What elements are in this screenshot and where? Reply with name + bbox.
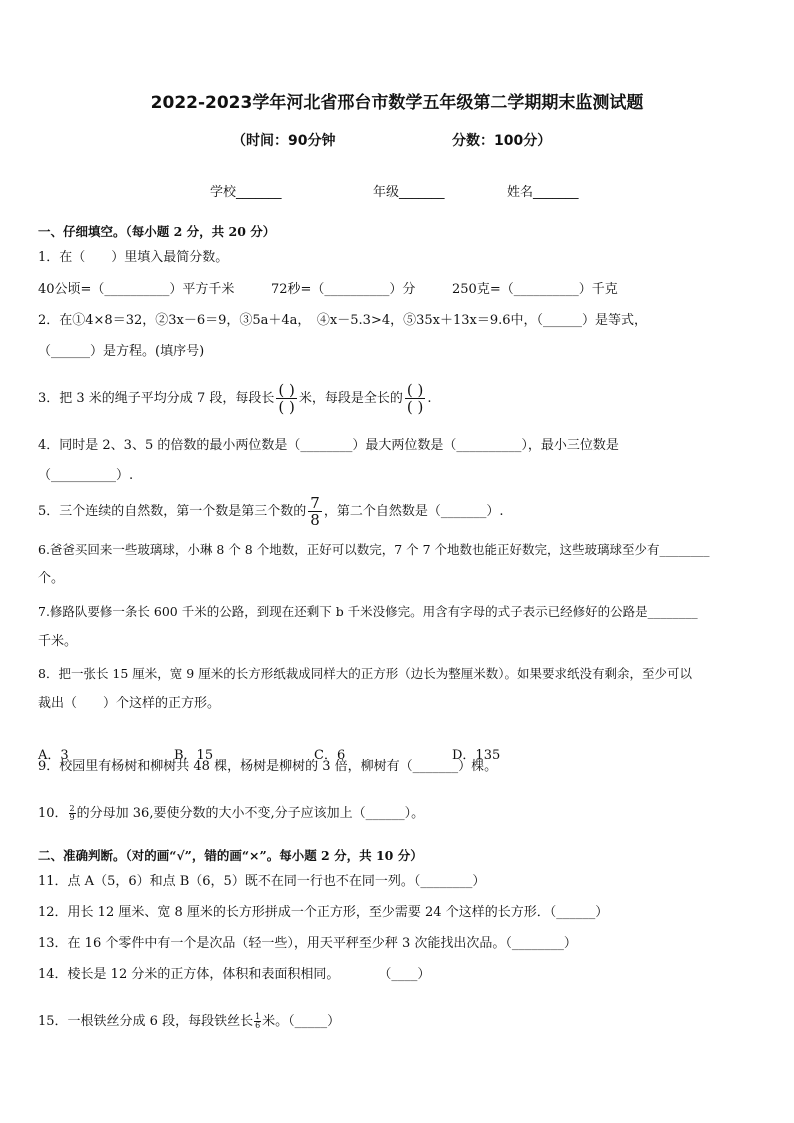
question-5-fraction xyxy=(308,495,322,528)
question-11: 11．点 A（5，6）和点 B（6，5）既不在同一行也不在同一列。（________） xyxy=(38,874,486,889)
school-field: 学校_______ xyxy=(210,185,282,200)
option-d: D．135 xyxy=(452,748,501,763)
question-3-fraction-a xyxy=(276,382,296,415)
question-5-text-b: ，第二个自然数是（_______）. xyxy=(323,504,504,519)
name-field: 姓名_______ xyxy=(507,185,579,200)
question-2-line-2: （______）是方程。(填序号) xyxy=(38,344,205,359)
question-3-text-b: 米，每段是全长的 xyxy=(298,391,403,406)
question-15-text-b: 米。（_____） xyxy=(262,1014,341,1029)
question-9: 9．校园里有杨树和柳树共 48 棵，杨树是柳树的 3 倍，柳树有（_______）棵。 xyxy=(38,759,498,774)
fraction-denominator: ( ) xyxy=(278,398,295,416)
option-a: A．3 xyxy=(38,748,69,763)
question-6-line-1: 6.爸爸买回来一些玻璃球，小琳 8 个 8 个地数，正好可以数完，7 个 7 个地数也能正好数完，这些玻璃球至少有________ xyxy=(38,542,710,557)
question-3-text-c: . xyxy=(427,391,432,406)
fraction-denominator: 6 xyxy=(255,1021,261,1030)
option-b: B．15 xyxy=(174,748,214,763)
fraction-numerator: 1 xyxy=(255,1012,261,1021)
question-14: 14．棱长是 12 分米的正方体，体积和表面积相同。 （____） xyxy=(38,967,431,982)
question-2-line-1: 2．在①4×8＝32，②3x－6＝9，③5a＋4a， ④x－5.3>4，⑤35x＋13x＝9.6中，（______）是等式， xyxy=(38,313,648,328)
fraction-denominator: 9 xyxy=(69,813,75,822)
fraction-numerator: ( ) xyxy=(406,381,424,399)
exam-time: （时间：90分钟 xyxy=(232,133,336,149)
fraction-denominator: 8 xyxy=(310,511,320,529)
grade-field: 年级_______ xyxy=(373,185,445,200)
question-7-line-1: 7.修路队要修一条长 600 千米的公路，到现在还剩下 b 千米没修完。用含有字母的式子表示已经修好的公路是________ xyxy=(38,604,698,619)
question-10-fraction xyxy=(69,805,76,822)
section-1-heading: 一、仔细填空。（每小题 2 分，共 20 分） xyxy=(38,224,276,239)
question-8-line-2: 裁出（ ）个这样的正方形。 xyxy=(38,696,221,711)
fraction-numerator: ( ) xyxy=(278,381,295,399)
question-1-item-a: 40公顷=（__________）平方千米 xyxy=(38,282,235,297)
exam-meta xyxy=(0,130,794,152)
question-3 xyxy=(38,382,758,416)
question-13: 13．在 16 个零件中有一个是次品（轻一些），用天平秤至少秤 3 次能找出次品。（________） xyxy=(38,936,577,951)
question-1-item-c: 250克=（__________）千克 xyxy=(452,282,618,297)
fraction-numerator: 2 xyxy=(69,804,75,813)
student-info xyxy=(0,181,794,201)
fraction-denominator: ( ) xyxy=(406,398,424,416)
exam-score: 分数：100分） xyxy=(452,133,552,149)
section-2-heading: 二、准确判断。（对的画“√”，错的画“×”。每小题 2 分，共 10 分） xyxy=(38,848,423,863)
question-4-line-1: 4．同时是 2、3、5 的倍数的最小两位数是（________）最大两位数是（__________），最小三位数是 xyxy=(38,438,619,453)
question-5 xyxy=(38,494,758,530)
question-4-line-2: （__________）. xyxy=(38,468,134,483)
page-title: 2022-2023学年河北省邢台市数学五年级第二学期期末监测试题 xyxy=(150,93,644,113)
question-12: 12．用长 12 厘米、宽 8 厘米的长方形拼成一个正方形，至少需要 24 个这样的长方形．（______） xyxy=(38,905,609,920)
question-1-prompt: 1．在（ ）里填入最简分数。 xyxy=(38,250,229,265)
question-8-line-1: 8．把一张长 15 厘米，宽 9 厘米的长方形纸裁成同样大的正方形（边长为整厘米数）。如果要求纸没有剩余，至少可以 xyxy=(38,666,692,681)
question-7-line-2: 千米。 xyxy=(38,634,78,649)
question-5-text-a: 5．三个连续的自然数，第一个数是第三个数的 xyxy=(38,504,307,519)
option-c: C．6 xyxy=(314,748,346,763)
question-1-item-b: 72秒=（__________）分 xyxy=(271,282,416,297)
question-6-line-2: 个。 xyxy=(38,571,65,586)
question-10-text: 的分母加 36,要使分数的大小不变,分子应该加上（______）。 xyxy=(76,806,425,821)
question-10-number: 10． xyxy=(38,806,68,821)
question-15-fraction xyxy=(254,1013,261,1030)
question-1-items xyxy=(38,280,794,300)
question-3-text-a: 3．把 3 米的绳子平均分成 7 段，每段长 xyxy=(38,391,275,406)
question-15 xyxy=(38,1010,758,1034)
question-15-text-a: 15．一根铁丝分成 6 段，每段铁丝长 xyxy=(38,1014,254,1029)
fraction-numerator: 7 xyxy=(310,494,320,512)
question-3-fraction-b xyxy=(405,382,425,415)
question-10 xyxy=(38,802,758,826)
